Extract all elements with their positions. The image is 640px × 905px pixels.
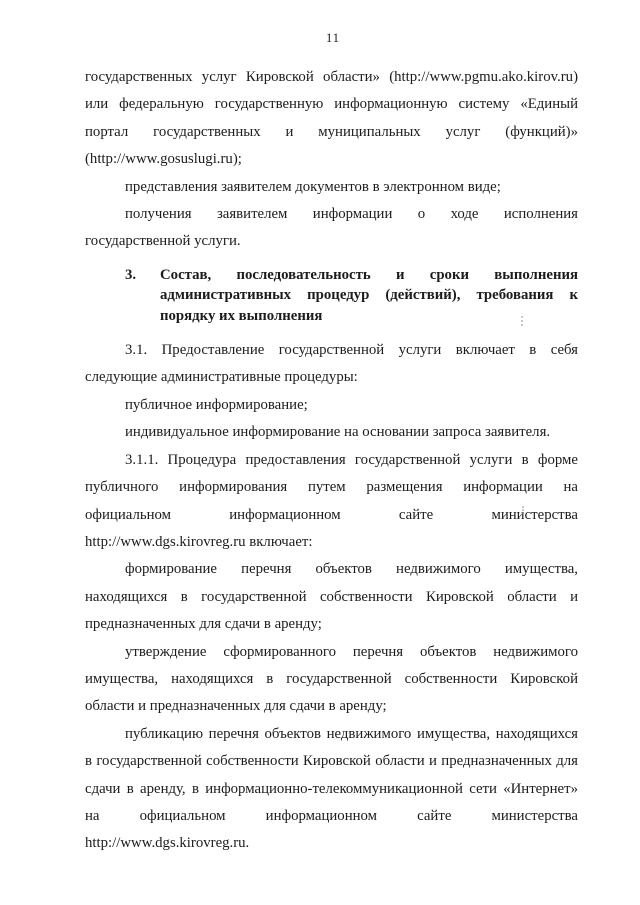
paragraph-list-formation — [85, 556, 578, 638]
paragraph-portal-info — [85, 64, 578, 174]
text-line: имущества, находящихся в государственной собственности Кировской — [85, 670, 578, 687]
text-line: формирование перечня объектов недвижимого имущества, — [125, 561, 578, 578]
text-line: 3.1. Предоставление государственной услуги включает в себя — [125, 342, 578, 359]
paragraph-public-informing — [85, 392, 578, 419]
paragraph-progress-info — [85, 201, 578, 256]
text-line: 3.1.1. Процедура предоставления государственной услуги в форме — [125, 451, 578, 468]
text-line: или федеральную государственную информационную систему «Единый — [85, 96, 578, 113]
paragraph-3-1-1 — [85, 447, 578, 557]
text-line: на официальном информационном сайте министерства — [85, 807, 578, 824]
text-line: портал государственных и муниципальных услуг (функций)» — [85, 123, 578, 140]
page-number: 11 — [325, 31, 341, 45]
paragraph-3-1 — [85, 337, 578, 392]
paragraph-list-approval — [85, 639, 578, 721]
text-line: представления заявителем документов в электронном виде; — [125, 178, 501, 195]
text-line: предназначенных для сдачи в аренду; — [85, 616, 322, 633]
paragraph-document-submission — [85, 174, 578, 201]
text-line: следующие административные процедуры: — [85, 369, 358, 386]
text-line: http://www.dgs.kirovreg.ru. — [85, 835, 250, 852]
text-line: (http://www.gosuslugi.ru); — [85, 151, 242, 168]
text-line: утверждение сформированного перечня объектов недвижимого — [125, 643, 578, 660]
section-heading — [85, 265, 578, 326]
text-line: получения заявителем информации о ходе исполнения — [125, 206, 578, 223]
text-line: сдачи в аренду, в информационно-телекоммуникационной сети «Интернет» — [85, 780, 578, 797]
text-line: в государственной собственности Кировской области и предназначенных для — [85, 753, 578, 770]
text-line: государственных услуг Кировской области» (http://www.pgmu.ako.kirov.ru) — [85, 69, 578, 85]
page-content — [85, 64, 578, 858]
text-line: области и предназначенных для сдачи в аренду; — [85, 698, 387, 715]
text-line: публичное информирование; — [125, 396, 308, 413]
heading-line: Состав, последовательность и сроки выполнения — [160, 266, 578, 283]
text-line: публикацию перечня объектов недвижимого имущества, находящихся — [125, 725, 578, 742]
text-line: публичного информирования путем размещения информации на — [85, 479, 578, 496]
heading-line: административных процедур (действий), требования к — [160, 287, 578, 304]
text-line: официальном информационном сайте министерства — [85, 506, 578, 523]
heading-line: порядку их выполнения — [160, 307, 323, 324]
scan-speckle-artifact — [521, 316, 525, 326]
paragraph-individual-informing — [85, 419, 578, 446]
scan-speckle-artifact — [522, 506, 526, 514]
paragraph-list-publication — [85, 721, 578, 858]
text-line: http://www.dgs.kirovreg.ru включает: — [85, 533, 313, 550]
text-line: находящихся в государственной собственности Кировской области и — [85, 588, 578, 605]
section-number: 3. — [125, 266, 137, 283]
text-line: индивидуальное информирование на основании запроса заявителя. — [125, 424, 551, 441]
text-line: государственной услуги. — [85, 233, 241, 250]
